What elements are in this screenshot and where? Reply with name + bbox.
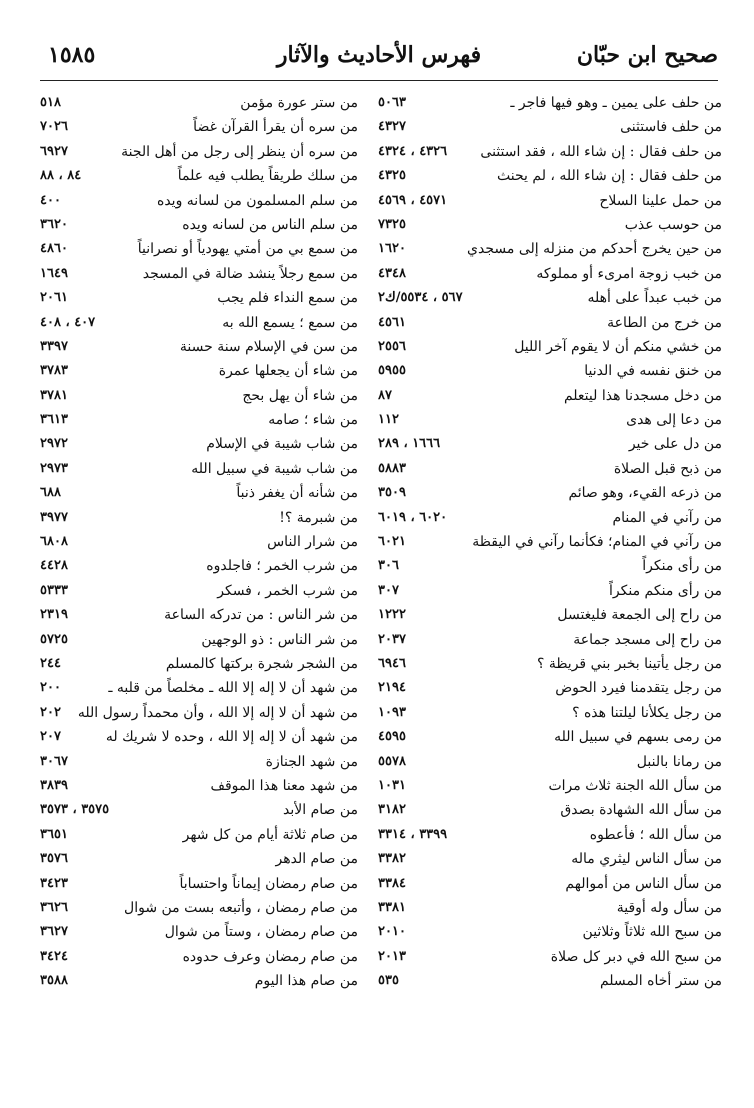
entry-reference: ٣٦٥١ — [40, 826, 68, 842]
index-entry — [40, 724, 358, 748]
entry-reference: ٣٠٧ — [378, 582, 399, 598]
index-entry — [378, 163, 722, 187]
entry-reference: ٢٠٢ — [40, 704, 61, 720]
index-entry — [378, 627, 722, 651]
entry-reference: ٧٣٢٥ — [378, 216, 406, 232]
index-entry — [378, 212, 722, 236]
entry-text: من شهد الجنازة — [265, 753, 358, 770]
index-entry — [378, 919, 722, 943]
entry-reference: ٢٠٦١ — [40, 290, 68, 306]
entry-text: من شرب الخمر ، فسكر — [217, 582, 358, 599]
index-entry — [40, 553, 358, 577]
index-entry — [378, 700, 722, 724]
entry-text: من صام رمضان وعرف حدوده — [182, 948, 358, 965]
entry-text: من رمى بسهم في سبيل الله — [554, 729, 722, 746]
entry-reference: ٤٣٢٥ — [378, 168, 406, 184]
entry-text: من سن في الإسلام سنة حسنة — [179, 338, 358, 355]
index-entry — [40, 602, 358, 626]
entry-reference: ٣١٨٢ — [378, 802, 406, 818]
index-entry — [378, 480, 722, 504]
entry-text: من شرار الناس — [267, 534, 358, 551]
entry-text: من سلم الناس من لسانه ويده — [182, 216, 358, 233]
entry-text: من دخل مسجدنا هذا ليتعلم — [563, 387, 722, 404]
entry-reference: ٣٨٣٩ — [40, 777, 68, 793]
index-entry — [40, 846, 358, 870]
entry-reference: ٥٣٥ — [378, 973, 399, 989]
entry-reference: ٦٠٢١ — [378, 534, 406, 550]
entry-reference: ٣٣٩٩ ، ٣٣١٤ — [378, 826, 448, 842]
entry-reference: ٣٩٧٧ — [40, 509, 68, 525]
entry-reference: ٨٤ ، ٨٨ — [40, 168, 82, 184]
index-entry — [40, 236, 358, 260]
entry-text: من خنق نفسه في الدنيا — [584, 363, 722, 380]
entry-reference: ٣٦٢٧ — [40, 924, 68, 940]
entry-text: من ذرعه القيء، وهو صائم — [568, 485, 722, 502]
entry-reference: ٣٣٩٧ — [40, 338, 68, 354]
entry-text: من صام رمضان ، وأتبعه بست من شوال — [124, 899, 358, 916]
entry-text: من سأل الناس ليثري ماله — [571, 851, 722, 868]
index-entry — [40, 407, 358, 431]
index-entry — [40, 675, 358, 699]
entry-text: من سره أن يقرأ القرآن غضاً — [193, 119, 358, 136]
entry-reference: ٣٥٨٨ — [40, 973, 68, 989]
entry-text: من دل على خير — [628, 436, 722, 453]
index-entry — [40, 529, 358, 553]
index-entry — [40, 968, 358, 992]
entry-text: من سمع ؛ يسمع الله به — [222, 314, 358, 331]
entry-text: من رأى منكراً — [642, 558, 722, 575]
index-entry — [40, 188, 358, 212]
entry-reference: ٢٠٠ — [40, 680, 61, 696]
entry-text: من خبب عبداً على أهله — [587, 290, 722, 307]
entry-reference: ٣٦١٣ — [40, 412, 68, 428]
index-entry — [40, 919, 358, 943]
entry-reference: ٥١٨ — [40, 95, 61, 110]
entry-reference: ١٦٤٩ — [40, 265, 68, 281]
entry-reference: ٦٠٢٠ ، ٦٠١٩ — [378, 509, 448, 525]
index-entry — [378, 822, 722, 846]
page-header — [40, 38, 718, 78]
entry-reference: ٥٠٦٣ — [378, 95, 406, 110]
index-entry — [40, 114, 358, 138]
entry-reference: ٤٤٢٨ — [40, 558, 68, 574]
entry-reference: ٤٣٢٧ — [378, 119, 406, 135]
index-entry — [40, 700, 358, 724]
entry-text: من سبح الله في دبر كل صلاة — [550, 948, 722, 965]
index-entry — [378, 773, 722, 797]
entry-text: من حلف فاستثنى — [620, 119, 722, 136]
entry-reference: ٦٨٨ — [40, 485, 61, 501]
index-entry — [378, 968, 722, 992]
entry-text: من شبرمة ؟! — [279, 509, 358, 526]
entry-text: من الشجر شجرة بركتها كالمسلم — [165, 655, 358, 672]
index-entry — [378, 578, 722, 602]
entry-reference: ٣٧٨١ — [40, 387, 68, 403]
index-entry — [378, 675, 722, 699]
entry-text: من شرب الخمر ؛ فاجلدوه — [206, 558, 358, 575]
index-entry — [378, 310, 722, 334]
entry-reference: ٣٥٧٦ — [40, 851, 68, 867]
index-entry — [378, 871, 722, 895]
header-divider — [40, 80, 718, 81]
entry-reference: ١٠٩٣ — [378, 704, 406, 720]
entry-reference: ٤٣٢٦ ، ٤٣٢٤ — [378, 143, 448, 159]
entry-text: من شاء أن يهل بحج — [242, 387, 358, 404]
entry-text: من رآني في المنام؛ فكأنما رآني في اليقظة — [472, 534, 722, 551]
entry-reference: ٤٠٠ — [40, 192, 61, 208]
index-entry — [40, 480, 358, 504]
entry-text: من سمع رجلاً ينشد ضالة في المسجد — [142, 265, 358, 282]
index-entry — [378, 944, 722, 968]
index-entry — [378, 749, 722, 773]
entry-reference: ٥٥٧٨ — [378, 753, 406, 769]
entry-text: من خبب زوجة امرىء أو مملوكه — [536, 265, 722, 282]
entry-text: من ستر عورة مؤمن — [240, 95, 358, 111]
entry-reference: ١٦٦٦ ، ٢٨٩ — [378, 436, 441, 452]
entry-reference: ٢٥٥٦ — [378, 338, 406, 354]
index-entry — [378, 553, 722, 577]
index-entry — [378, 602, 722, 626]
entry-reference: ١٠٣١ — [378, 777, 406, 793]
entry-text: من شر الناس : ذو الوجهين — [201, 631, 358, 648]
entry-text: من حوسب عذب — [624, 216, 722, 233]
entry-text: من رمانا بالنبل — [636, 753, 722, 770]
entry-text: من رجل يكلأنا ليلتنا هذه ؟ — [572, 704, 722, 721]
entry-reference: ٣٤٢٣ — [40, 875, 68, 891]
index-entry — [378, 846, 722, 870]
index-entry — [40, 871, 358, 895]
entry-reference: ٣٦٢٦ — [40, 899, 68, 915]
index-entry — [40, 383, 358, 407]
entry-text: من سأل الناس من أموالهم — [565, 875, 722, 892]
entry-reference: ٣٣٨١ — [378, 899, 406, 915]
index-entry — [40, 797, 358, 821]
entry-text: من سره أن ينظر إلى رجل من أهل الجنة — [121, 143, 358, 160]
index-entry — [40, 456, 358, 480]
entry-text: من ستر أخاه المسلم — [599, 973, 722, 990]
entry-text: من حلف فقال : إن شاء الله ، فقد استثنى — [480, 143, 722, 160]
entry-reference: ٣٠٦٧ — [40, 753, 68, 769]
entry-text: من سلم المسلمون من لسانه ويده — [157, 192, 358, 209]
index-entry — [40, 285, 358, 309]
index-entry — [40, 334, 358, 358]
index-entry — [378, 139, 722, 163]
entry-text: من سأل الله الجنة ثلاث مرات — [548, 777, 722, 794]
index-entry — [378, 895, 722, 919]
entry-reference: ٢١٩٤ — [378, 680, 406, 696]
entry-text: من سأل الله الشهادة بصدق — [560, 802, 722, 819]
entry-text: من حمل علينا السلاح — [599, 192, 722, 209]
entry-reference: ٢٠٣٧ — [378, 631, 406, 647]
page-title: فهرس الأحاديث والآثار — [276, 42, 482, 68]
entry-reference: ٢٩٧٣ — [40, 460, 68, 476]
entry-text: من شهد أن لا إله إلا الله ، وحده لا شريك له — [105, 729, 358, 746]
entry-reference: ٢٣١٩ — [40, 607, 68, 623]
book-title: صحيح ابن حبّان — [576, 42, 718, 68]
index-entry — [378, 114, 722, 138]
index-entry — [40, 773, 358, 797]
entry-reference: ١٢٢٢ — [378, 607, 406, 623]
index-entry — [40, 90, 358, 114]
index-entry — [378, 505, 722, 529]
entry-text: من رآني في المنام — [612, 509, 722, 526]
index-entry — [40, 310, 358, 334]
entry-reference: ٤٣٤٨ — [378, 265, 406, 281]
entry-text: من رجل يتقدمنا فيرد الحوض — [555, 680, 722, 697]
index-entry — [378, 383, 722, 407]
entry-reference: ٢٤٤ — [40, 655, 61, 671]
entry-text: من صام الأبد — [283, 802, 358, 819]
index-entry — [378, 285, 722, 309]
entry-reference: ٢٠١٣ — [378, 948, 406, 964]
entry-text: من صام الدهر — [275, 851, 358, 868]
entry-reference: ٢٠١٠ — [378, 924, 406, 940]
entry-reference: ٣٣٨٢ — [378, 851, 406, 867]
entry-reference: ٦٨٠٨ — [40, 534, 68, 550]
left-column — [40, 90, 358, 992]
index-entry — [40, 163, 358, 187]
entry-reference: ٣٦٢٠ — [40, 216, 68, 232]
entry-reference: ٣٥٧٥ ، ٣٥٧٣ — [40, 802, 110, 818]
index-entry — [40, 749, 358, 773]
page-number: ١٥٨٥ — [48, 42, 96, 68]
entry-text: من شهد معنا هذا الموقف — [210, 777, 358, 794]
index-entry — [40, 822, 358, 846]
entry-reference: ٤٥٩٥ — [378, 729, 406, 745]
index-entry — [40, 212, 358, 236]
entry-text: من سمع النداء فلم يجب — [217, 290, 358, 307]
index-entry — [40, 578, 358, 602]
index-entry — [378, 529, 722, 553]
entry-reference: ٤٠٧ ، ٤٠٨ — [40, 314, 96, 330]
entry-text: من صام ثلاثة أيام من كل شهر — [182, 826, 358, 843]
entry-reference: ٤٥٧١ ، ٤٥٦٩ — [378, 192, 448, 208]
entry-text: من راح إلى الجمعة فليغتسل — [557, 607, 722, 624]
index-entry — [378, 188, 722, 212]
entry-text: من شاء ؛ صامه — [268, 412, 358, 429]
entry-text: من شاب شيبة في سبيل الله — [191, 460, 358, 477]
entry-text: من دعا إلى هدى — [626, 412, 722, 429]
entry-text: من خرج من الطاعة — [607, 314, 722, 331]
entry-text: من سأل وله أوقية — [616, 899, 722, 916]
entry-text: من حلف فقال : إن شاء الله ، لم يحنث — [497, 168, 722, 185]
entry-reference: ٨٧ — [378, 387, 392, 403]
entry-reference: ١١٢ — [378, 412, 399, 428]
entry-reference: ٦٩٢٧ — [40, 143, 68, 159]
index-entry — [40, 505, 358, 529]
index-entry — [40, 358, 358, 382]
entry-text: من حلف على يمين ـ وهو فيها فاجر ـ — [510, 95, 722, 111]
entry-text: من شاب شيبة في الإسلام — [206, 436, 358, 453]
index-entry — [378, 334, 722, 358]
index-entry — [40, 627, 358, 651]
entry-text: من شاء أن يجعلها عمرة — [218, 363, 358, 380]
index-entry — [378, 236, 722, 260]
entry-text: من سبح الله ثلاثاً وثلاثين — [582, 924, 722, 941]
entry-reference: ١٦٢٠ — [378, 241, 406, 257]
entry-reference: ٤٨٦٠ — [40, 241, 68, 257]
index-entry — [40, 139, 358, 163]
entry-reference: ٥٦٧ ، ٥٥٣٤/ك٢ — [378, 290, 463, 306]
entry-text: من حين يخرج أحدكم من منزله إلى مسجدي — [467, 241, 722, 258]
entry-text: من صام رمضان إيماناً واحتساباً — [179, 875, 358, 892]
entry-text: من سلك طريقاً يطلب فيه علماً — [177, 168, 358, 185]
index-entry — [378, 261, 722, 285]
entry-text: من سأل الله ؛ فأعطوه — [589, 826, 722, 843]
index-entry — [40, 944, 358, 968]
entry-reference: ٢٠٧ — [40, 729, 61, 745]
entry-text: من صام هذا اليوم — [254, 973, 358, 990]
entry-reference: ٥٨٨٣ — [378, 460, 406, 476]
index-entry — [378, 724, 722, 748]
entry-reference: ٦٩٤٦ — [378, 655, 406, 671]
entry-reference: ٥٧٢٥ — [40, 631, 68, 647]
entry-reference: ٢٩٧٢ — [40, 436, 68, 452]
entry-reference: ٤٥٦١ — [378, 314, 406, 330]
index-entry — [40, 651, 358, 675]
entry-reference: ٣٠٦ — [378, 558, 399, 574]
entry-reference: ٣٥٠٩ — [378, 485, 406, 501]
index-entry — [40, 431, 358, 455]
entry-reference: ٥٩٥٥ — [378, 363, 406, 379]
index-entry — [40, 261, 358, 285]
entry-text: من شهد أن لا إله إلا الله ـ مخلصاً من قلبه ـ — [108, 680, 358, 697]
index-entry — [378, 90, 722, 114]
entry-text: من رجل يأتينا بخبر بني قريظة ؟ — [536, 655, 722, 672]
entry-reference: ٣٤٢٤ — [40, 948, 68, 964]
right-column — [378, 90, 722, 992]
index-entry — [378, 407, 722, 431]
entry-reference: ٣٣٨٤ — [378, 875, 406, 891]
entry-text: من راح إلى مسجد جماعة — [573, 631, 722, 648]
entry-text: من شأنه أن يغفر ذنباً — [236, 485, 358, 502]
entry-text: من رأى منكم منكراً — [609, 582, 722, 599]
index-entry — [40, 895, 358, 919]
index-entry — [378, 456, 722, 480]
entry-text: من صام رمضان ، وستاً من شوال — [164, 924, 358, 941]
entry-reference: ٧٠٢٦ — [40, 119, 68, 135]
entry-text: من شر الناس : من تدركه الساعة — [164, 607, 358, 624]
entry-reference: ٥٣٣٣ — [40, 582, 68, 598]
entry-text: من شهد أن لا إله إلا الله ، وأن محمداً رسول الله — [77, 704, 358, 721]
index-entry — [378, 651, 722, 675]
index-entry — [378, 358, 722, 382]
entry-text: من ذبح قبل الصلاة — [613, 460, 722, 477]
index-entry — [378, 797, 722, 821]
entry-reference: ٣٧٨٣ — [40, 363, 68, 379]
entry-text: من خشي منكم أن لا يقوم آخر الليل — [514, 338, 722, 355]
index-entry — [378, 431, 722, 455]
entry-text: من سمع بي من أمتي يهودياً أو نصرانياً — [137, 241, 358, 258]
